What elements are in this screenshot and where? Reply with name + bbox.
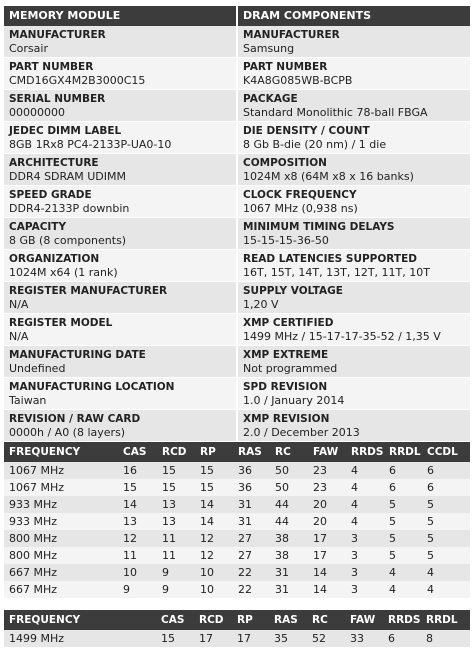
table-cell: 6: [422, 462, 470, 479]
column-header: CAS: [118, 442, 157, 462]
field-label: JEDEC DIMM LABEL: [9, 125, 122, 137]
table-cell: 31: [270, 581, 308, 598]
table-cell: 4: [346, 513, 384, 530]
field-label: MANUFACTURING LOCATION: [9, 381, 175, 393]
field-value: Taiwan: [9, 394, 47, 407]
info-cell-left: [4, 90, 236, 122]
table-cell: 667 MHz: [4, 564, 118, 581]
field-value: 8GB 1Rx8 PC4-2133P-UA0-10: [9, 138, 172, 151]
table-cell: 23: [308, 462, 346, 479]
table-cell: 17: [308, 530, 346, 547]
jedec-timing-table: [4, 442, 470, 598]
table-cell: 667 MHz: [4, 581, 118, 598]
table-cell: 16: [118, 462, 157, 479]
table-cell: 1499 MHz: [4, 630, 156, 647]
table-cell: 33: [345, 630, 383, 647]
table-cell: 9: [118, 581, 157, 598]
info-cell-right: [238, 250, 470, 282]
table-cell: 4: [346, 479, 384, 496]
info-cell-left: [4, 346, 236, 378]
field-value: 0000h / A0 (8 layers): [9, 426, 126, 439]
field-value: 1.0 / January 2014: [243, 394, 345, 407]
field-value: 1024M x8 (64M x8 x 16 banks): [243, 170, 414, 183]
column-header: CAS: [156, 610, 194, 630]
table-cell: 52: [307, 630, 345, 647]
memory-module-header: MEMORY MODULE: [4, 6, 236, 26]
table-cell: 12: [195, 547, 233, 564]
info-row: [4, 250, 470, 282]
table-row: [4, 581, 470, 598]
table-cell: 8: [421, 630, 470, 647]
info-cell-left: [4, 378, 236, 410]
column-header: RC: [307, 610, 345, 630]
table-cell: 5: [384, 513, 422, 530]
column-header: FREQUENCY: [4, 610, 156, 630]
field-label: REGISTER MANUFACTURER: [9, 285, 168, 297]
jedec-table-header: [4, 442, 470, 462]
field-label: MANUFACTURER: [9, 29, 106, 41]
info-row: [4, 218, 470, 250]
table-cell: 933 MHz: [4, 513, 118, 530]
table-cell: 6: [422, 479, 470, 496]
table-row: [4, 496, 470, 513]
column-header: FAW: [308, 442, 346, 462]
info-row: [4, 154, 470, 186]
table-cell: 27: [233, 530, 270, 547]
table-cell: 4: [422, 581, 470, 598]
info-row: [4, 58, 470, 90]
table-row: [4, 479, 470, 496]
table-cell: 15: [195, 462, 233, 479]
table-cell: 20: [308, 513, 346, 530]
dram-components-header: DRAM COMPONENTS: [238, 6, 470, 26]
table-cell: 3: [346, 547, 384, 564]
xmp-table-header: [4, 610, 470, 630]
field-value: 8 GB (8 components): [9, 234, 127, 247]
info-cell-left: [4, 58, 236, 90]
table-cell: 17: [232, 630, 269, 647]
field-label: PART NUMBER: [9, 61, 94, 73]
table-cell: 3: [346, 564, 384, 581]
field-value: 1499 MHz / 15-17-17-35-52 / 1,35 V: [243, 330, 441, 343]
table-cell: 6: [384, 479, 422, 496]
field-label: MANUFACTURER: [243, 29, 340, 41]
field-value: 8 Gb B-die (20 nm) / 1 die: [243, 138, 387, 151]
column-header: CCDL: [422, 442, 470, 462]
info-cell-left: [4, 282, 236, 314]
table-cell: 50: [270, 462, 308, 479]
info-row: [4, 122, 470, 154]
table-cell: 9: [157, 564, 195, 581]
info-cell-left: [4, 218, 236, 250]
field-value: 16T, 15T, 14T, 13T, 12T, 11T, 10T: [243, 266, 430, 279]
info-row: [4, 346, 470, 378]
field-value: 15-15-15-36-50: [243, 234, 329, 247]
field-label: SERIAL NUMBER: [9, 93, 106, 105]
info-row: [4, 26, 470, 58]
table-cell: 10: [118, 564, 157, 581]
field-label: CLOCK FREQUENCY: [243, 189, 357, 201]
table-cell: 14: [195, 496, 233, 513]
table-cell: 5: [384, 496, 422, 513]
field-value: N/A: [9, 330, 29, 343]
table-cell: 17: [308, 547, 346, 564]
column-header: RP: [232, 610, 269, 630]
table-cell: 1067 MHz: [4, 462, 118, 479]
field-value: DDR4 SDRAM UDIMM: [9, 170, 126, 183]
table-cell: 11: [118, 547, 157, 564]
table-cell: 23: [308, 479, 346, 496]
table-cell: 15: [157, 462, 195, 479]
info-cell-right: [238, 314, 470, 346]
table-cell: 38: [270, 547, 308, 564]
table-cell: 5: [422, 547, 470, 564]
info-cell-right: [238, 378, 470, 410]
info-row: [4, 90, 470, 122]
field-label: ARCHITECTURE: [9, 157, 99, 169]
field-value: 2.0 / December 2013: [243, 426, 360, 439]
info-cell-left: [4, 26, 236, 58]
table-cell: 13: [118, 513, 157, 530]
table-cell: 800 MHz: [4, 547, 118, 564]
table-cell: 5: [422, 496, 470, 513]
field-label: SUPPLY VOLTAGE: [243, 285, 343, 297]
table-cell: 31: [233, 496, 270, 513]
field-value: N/A: [9, 298, 29, 311]
field-value: Standard Monolithic 78-ball FBGA: [243, 106, 428, 119]
info-cell-right: [238, 282, 470, 314]
table-cell: 31: [233, 513, 270, 530]
field-label: CAPACITY: [9, 221, 67, 233]
info-row: [4, 410, 470, 442]
field-value: K4A8G085WB-BCPB: [243, 74, 353, 87]
table-cell: 20: [308, 496, 346, 513]
column-header: RAS: [269, 610, 307, 630]
field-label: MANUFACTURING DATE: [9, 349, 146, 361]
table-row: [4, 462, 470, 479]
table-cell: 3: [346, 581, 384, 598]
info-row: [4, 314, 470, 346]
table-cell: 11: [157, 530, 195, 547]
column-header: RCD: [194, 610, 232, 630]
table-cell: 14: [308, 581, 346, 598]
table-cell: 14: [308, 564, 346, 581]
info-cell-right: [238, 154, 470, 186]
table-cell: 35: [269, 630, 307, 647]
info-cell-left: [4, 186, 236, 218]
table-cell: 44: [270, 513, 308, 530]
table-cell: 4: [384, 564, 422, 581]
column-header: RC: [270, 442, 308, 462]
xmp-timing-table: [4, 610, 470, 647]
table-cell: 15: [156, 630, 194, 647]
table-row: [4, 547, 470, 564]
field-label: XMP REVISION: [243, 413, 330, 425]
table-cell: 11: [157, 547, 195, 564]
table-row: [4, 630, 470, 647]
info-cell-right: [238, 218, 470, 250]
field-value: 00000000: [9, 106, 65, 119]
field-label: REGISTER MODEL: [9, 317, 113, 329]
info-cell-left: [4, 250, 236, 282]
column-header: FREQUENCY: [4, 442, 118, 462]
table-cell: 4: [384, 581, 422, 598]
field-label: PART NUMBER: [243, 61, 328, 73]
table-cell: 10: [195, 581, 233, 598]
info-row: [4, 282, 470, 314]
table-cell: 36: [233, 462, 270, 479]
info-row: [4, 186, 470, 218]
field-label: SPEED GRADE: [9, 189, 92, 201]
table-cell: 31: [270, 564, 308, 581]
info-cell-right: [238, 58, 470, 90]
table-cell: 4: [346, 462, 384, 479]
table-cell: 22: [233, 564, 270, 581]
info-cell-left: [4, 314, 236, 346]
info-cell-left: [4, 410, 236, 442]
field-value: Undefined: [9, 362, 66, 375]
table-cell: 27: [233, 547, 270, 564]
table-cell: 6: [384, 462, 422, 479]
table-cell: 13: [157, 513, 195, 530]
table-row: [4, 513, 470, 530]
field-label: SPD REVISION: [243, 381, 328, 393]
table-cell: 4: [422, 564, 470, 581]
info-cell-left: [4, 154, 236, 186]
column-header: RCD: [157, 442, 195, 462]
info-cell-right: [238, 410, 470, 442]
field-label: ORGANIZATION: [9, 253, 100, 265]
info-grid: [4, 26, 470, 442]
field-label: REVISION / RAW CARD: [9, 413, 141, 425]
section-header-row: [4, 6, 470, 26]
table-cell: 5: [384, 530, 422, 547]
info-cell-right: [238, 90, 470, 122]
table-cell: 800 MHz: [4, 530, 118, 547]
column-header: RAS: [233, 442, 270, 462]
table-cell: 5: [384, 547, 422, 564]
field-value: 1,20 V: [243, 298, 279, 311]
table-cell: 15: [118, 479, 157, 496]
table-cell: 3: [346, 530, 384, 547]
table-cell: 6: [383, 630, 421, 647]
table-cell: 44: [270, 496, 308, 513]
table-cell: 12: [195, 530, 233, 547]
table-cell: 15: [195, 479, 233, 496]
table-cell: 12: [118, 530, 157, 547]
table-cell: 1067 MHz: [4, 479, 118, 496]
field-value: CMD16GX4M2B3000C15: [9, 74, 146, 87]
table-row: [4, 564, 470, 581]
table-row: [4, 530, 470, 547]
table-cell: 14: [118, 496, 157, 513]
info-cell-left: [4, 122, 236, 154]
table-cell: 36: [233, 479, 270, 496]
table-cell: 15: [157, 479, 195, 496]
field-value: DDR4-2133P downbin: [9, 202, 130, 215]
spd-report: [4, 6, 470, 647]
field-label: PACKAGE: [243, 93, 298, 105]
info-cell-right: [238, 26, 470, 58]
table-cell: 5: [422, 513, 470, 530]
field-value: Samsung: [243, 42, 295, 55]
field-label: READ LATENCIES SUPPORTED: [243, 253, 417, 265]
field-label: XMP EXTREME: [243, 349, 329, 361]
table-cell: 9: [157, 581, 195, 598]
column-header: RP: [195, 442, 233, 462]
column-header: RRDL: [421, 610, 470, 630]
table-cell: 14: [195, 513, 233, 530]
field-label: MINIMUM TIMING DELAYS: [243, 221, 395, 233]
field-label: DIE DENSITY / COUNT: [243, 125, 370, 137]
info-cell-right: [238, 346, 470, 378]
column-header: FAW: [345, 610, 383, 630]
field-value: 1024M x64 (1 rank): [9, 266, 118, 279]
table-cell: 17: [194, 630, 232, 647]
table-cell: 50: [270, 479, 308, 496]
field-label: COMPOSITION: [243, 157, 327, 169]
table-cell: 933 MHz: [4, 496, 118, 513]
field-value: 1067 MHz (0,938 ns): [243, 202, 358, 215]
info-cell-right: [238, 186, 470, 218]
table-cell: 5: [422, 530, 470, 547]
field-value: Not programmed: [243, 362, 338, 375]
info-cell-right: [238, 122, 470, 154]
table-cell: 10: [195, 564, 233, 581]
table-cell: 22: [233, 581, 270, 598]
table-cell: 4: [346, 496, 384, 513]
column-header: RRDS: [383, 610, 421, 630]
field-label: XMP CERTIFIED: [243, 317, 334, 329]
field-value: Corsair: [9, 42, 48, 55]
info-row: [4, 378, 470, 410]
column-header: RRDS: [346, 442, 384, 462]
table-cell: 38: [270, 530, 308, 547]
column-header: RRDL: [384, 442, 422, 462]
table-cell: 13: [157, 496, 195, 513]
